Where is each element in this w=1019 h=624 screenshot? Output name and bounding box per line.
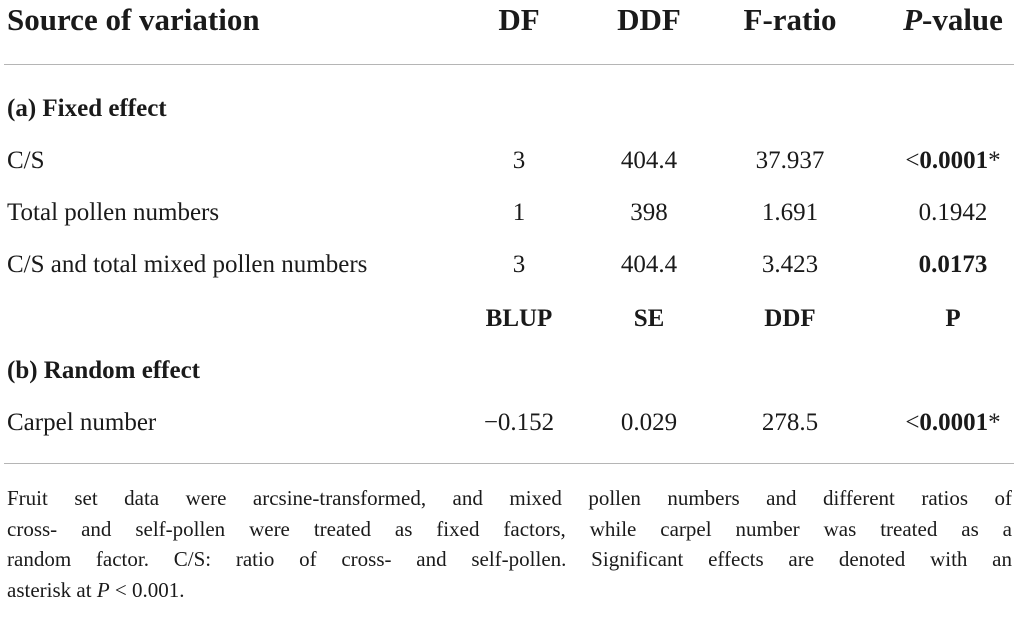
row-blup: −0.152 bbox=[483, 409, 555, 436]
significance-asterisk: * bbox=[988, 409, 1001, 436]
row-source: Carpel number bbox=[7, 409, 157, 436]
row-df: 3 bbox=[512, 251, 526, 278]
significance-asterisk: * bbox=[988, 147, 1001, 174]
row-source: Total pollen numbers bbox=[7, 199, 220, 226]
header-p-rest: -value bbox=[922, 2, 1003, 37]
row-f-ratio: 37.937 bbox=[755, 147, 825, 174]
footnote-line: Fruit set data were arcsine-transformed, and mixed pollen numbers and different ratios of bbox=[7, 486, 1012, 510]
header-blup: BLUP bbox=[485, 305, 553, 332]
header-f-ratio: F-ratio bbox=[743, 2, 837, 37]
row-p-value bbox=[905, 403, 1000, 443]
header-ddf: DDF bbox=[617, 2, 681, 37]
section-title: (a) Fixed effect bbox=[7, 95, 167, 122]
p-number: 0.0001 bbox=[919, 409, 989, 436]
header-p-value bbox=[903, 0, 1003, 40]
table-header-row bbox=[0, 0, 1019, 40]
table-footnote bbox=[7, 483, 1012, 605]
header-se: SE bbox=[633, 305, 665, 332]
header-random-ddf: DDF bbox=[764, 305, 816, 332]
row-se: 0.029 bbox=[620, 409, 678, 436]
footnote-p-symbol: P bbox=[96, 577, 110, 602]
section-random-effect bbox=[0, 351, 1019, 391]
row-ddf: 404.4 bbox=[620, 251, 678, 278]
row-ddf: 404.4 bbox=[620, 147, 678, 174]
row-ddf: 278.5 bbox=[761, 409, 819, 436]
p-prefix: < bbox=[905, 147, 920, 174]
table-row bbox=[0, 141, 1019, 181]
footnote-line: cross- and self-pollen were treated as fixed factors, while carpel number was treated as a bbox=[7, 516, 1012, 541]
row-f-ratio: 1.691 bbox=[761, 199, 819, 226]
section-fixed-effect bbox=[0, 89, 1019, 129]
table-row bbox=[0, 245, 1019, 285]
p-number: 0.0001 bbox=[919, 147, 989, 174]
header-p-italic: P bbox=[903, 2, 922, 37]
table-row bbox=[0, 403, 1019, 443]
footer-rule bbox=[4, 463, 1014, 464]
row-source: C/S and total mixed pollen numbers bbox=[7, 251, 368, 278]
header-rule bbox=[4, 64, 1014, 65]
p-prefix: < bbox=[905, 409, 920, 436]
row-df: 3 bbox=[512, 147, 526, 174]
footnote-text: asterisk at bbox=[7, 577, 97, 602]
row-p-value bbox=[905, 141, 1000, 181]
row-f-ratio: 3.423 bbox=[761, 251, 819, 278]
section-title: (b) Random effect bbox=[7, 357, 201, 384]
random-header-row bbox=[0, 299, 1019, 339]
header-random-p: P bbox=[945, 305, 961, 332]
row-df: 1 bbox=[512, 199, 526, 226]
footnote-line bbox=[7, 575, 1012, 606]
header-df: DF bbox=[498, 2, 540, 37]
footnote-text: < 0.001. bbox=[109, 577, 185, 602]
header-source: Source of variation bbox=[7, 2, 260, 37]
footnote-line: random factor. C/S: ratio of cross- and self-pollen. Significant effects are denoted with an bbox=[7, 547, 1012, 571]
row-source: C/S bbox=[7, 147, 45, 174]
table-row bbox=[0, 193, 1019, 233]
row-ddf: 398 bbox=[630, 199, 668, 226]
row-p-value: 0.0173 bbox=[918, 251, 988, 278]
row-p-value: 0.1942 bbox=[918, 199, 988, 226]
